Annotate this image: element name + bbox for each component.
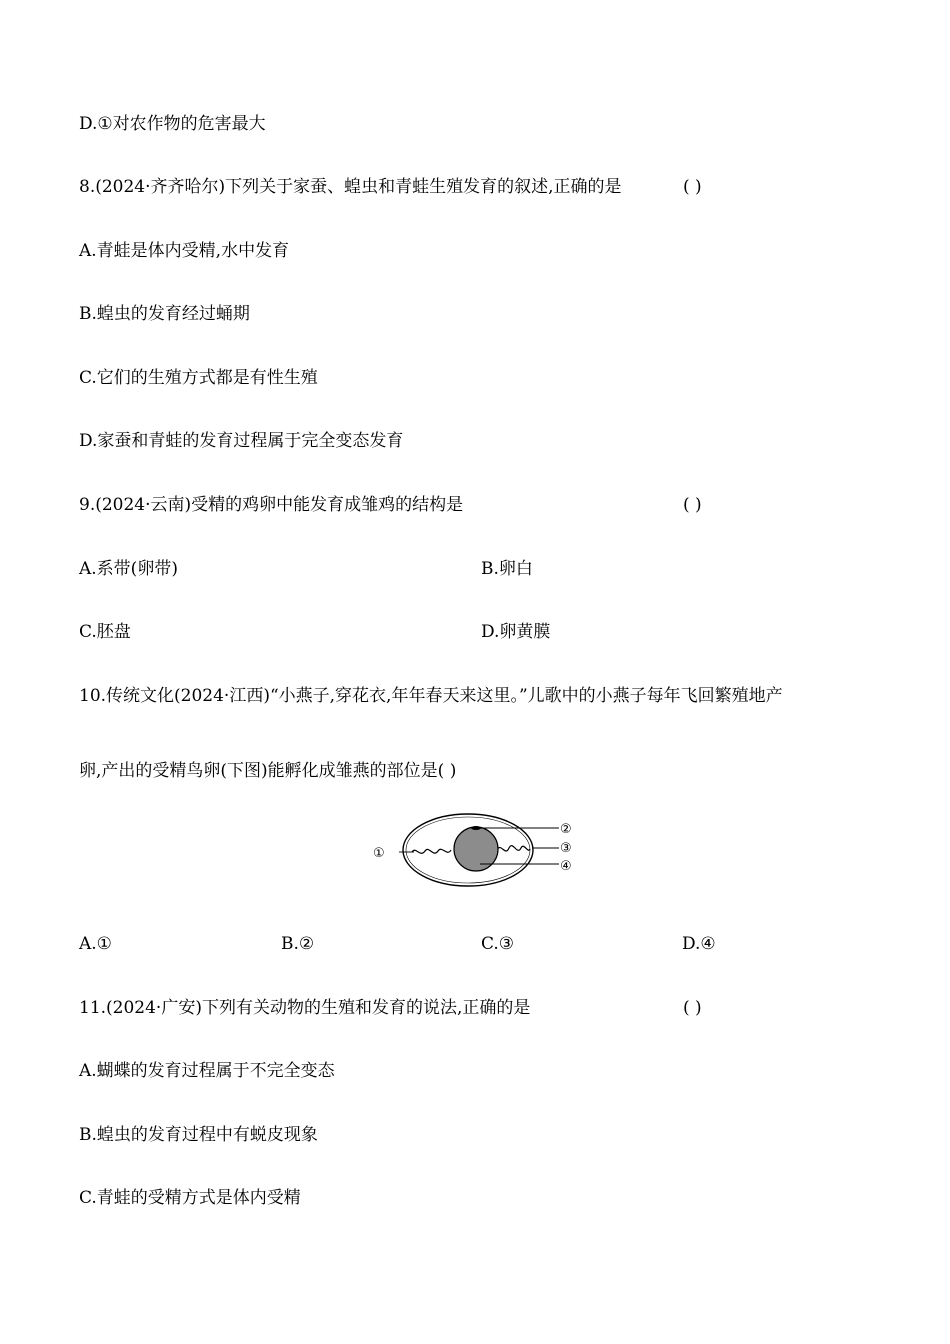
q11-answer-blank: ( ) (683, 998, 702, 1018)
q8-option-a: A.青蛙是体内受精,水中发育 (79, 241, 290, 261)
label-3: ③ (560, 841, 572, 856)
chalaza-left (412, 849, 451, 853)
q9-option-b: B.卵白 (481, 559, 533, 579)
q10-option-b: B.② (281, 934, 315, 954)
q10-option-a: A.① (79, 934, 112, 954)
q9-stem: 9.(2024·云南)受精的鸡卵中能发育成雏鸡的结构是 (79, 495, 464, 515)
q7-option-d: D.①对农作物的危害最大 (79, 114, 266, 134)
label-2: ② (560, 822, 572, 837)
q10-option-c: C.③ (481, 934, 515, 954)
q11-option-b: B.蝗虫的发育过程中有蜕皮现象 (79, 1125, 318, 1145)
bird-egg-diagram (370, 812, 580, 890)
q10-stem-line2: 卵,产出的受精鸟卵(下图)能孵化成雏燕的部位是( ) (79, 761, 457, 781)
q8-answer-blank: ( ) (683, 177, 702, 197)
q8-stem: 8.(2024·齐齐哈尔)下列关于家蚕、蝗虫和青蛙生殖发育的叙述,正确的是 (79, 177, 622, 197)
q11-stem: 11.(2024·广安)下列有关动物的生殖和发育的说法,正确的是 (79, 998, 531, 1018)
q9-option-a: A.系带(卵带) (79, 559, 178, 579)
label-1: ① (373, 846, 385, 861)
q8-option-c: C.它们的生殖方式都是有性生殖 (79, 368, 318, 388)
q8-option-d: D.家蚕和青蛙的发育过程属于完全变态发育 (79, 431, 404, 451)
q11-option-c: C.青蛙的受精方式是体内受精 (79, 1188, 301, 1208)
q9-option-c: C.胚盘 (79, 622, 131, 642)
q10-option-d: D.④ (682, 934, 716, 954)
q10-stem-line1: 10.传统文化(2024·江西)“小燕子,穿花衣,年年春天来这里。”儿歌中的小燕子每年飞回繁殖地产 (79, 686, 783, 706)
q11-option-a: A.蝴蝶的发育过程属于不完全变态 (79, 1061, 335, 1081)
label-4: ④ (560, 859, 572, 874)
q9-answer-blank: ( ) (683, 495, 702, 515)
q8-option-b: B.蝗虫的发育经过蛹期 (79, 304, 250, 324)
q9-option-d: D.卵黄膜 (481, 622, 551, 642)
chalaza-right (497, 846, 530, 851)
